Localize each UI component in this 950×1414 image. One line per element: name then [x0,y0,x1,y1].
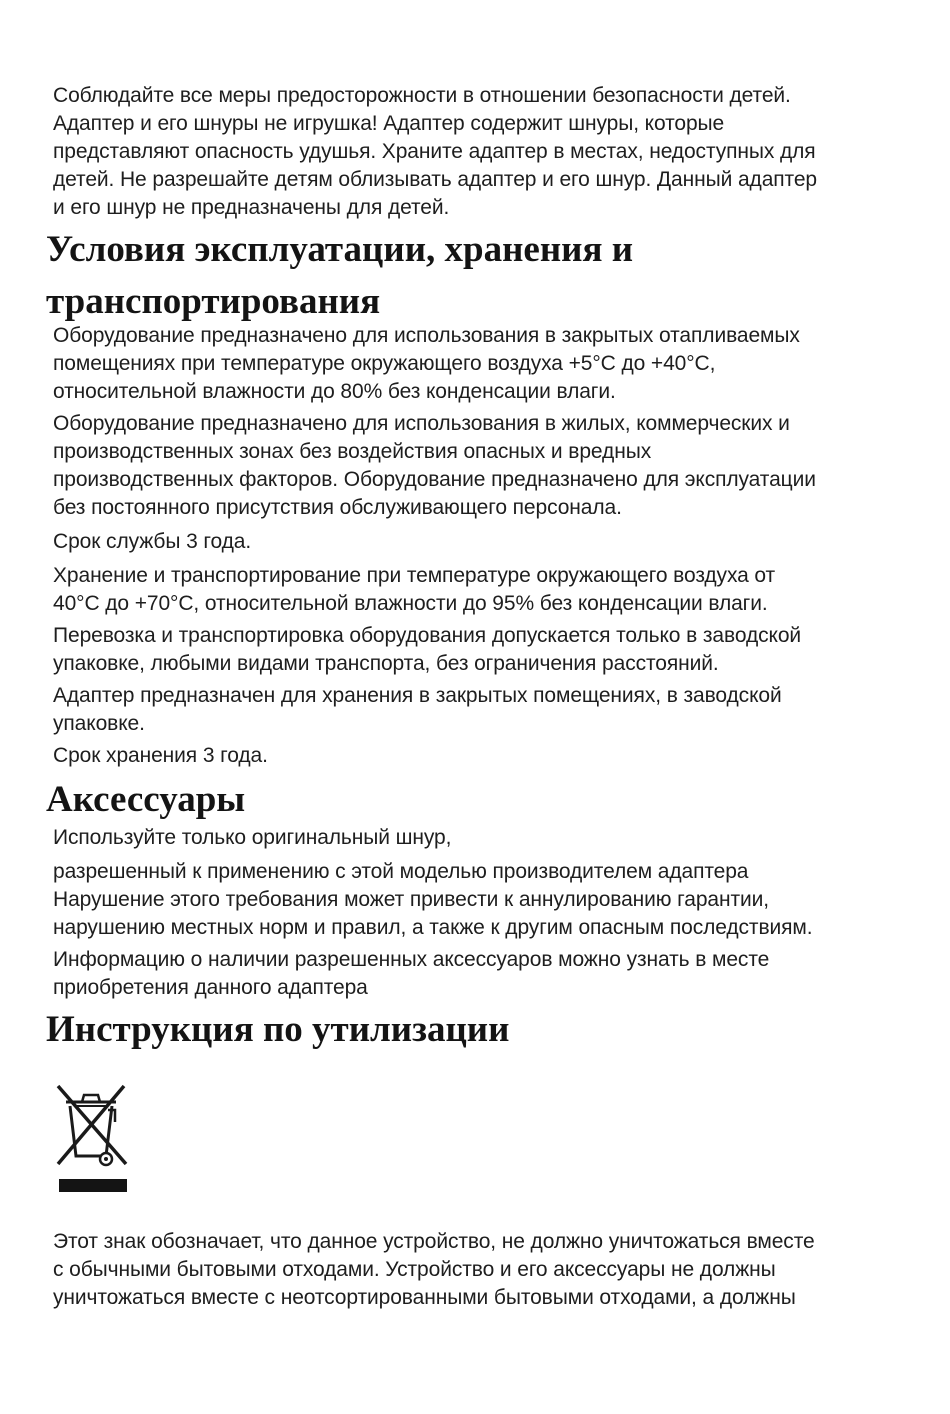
weee-crossed-bin-icon [52,1080,130,1198]
disposal-paragraph: Этот знак обозначает, что данное устройство, не должно уничтожаться вместе с обычными бытовыми отходами. Устройство и его аксессуары не должны уничтожаться вместе с неотсортированными бытовыми отходами, а должны [53,1230,815,1309]
conditions-paragraph-1: Оборудование предназначено для использования в закрытых отапливаемых помещениях при температуре окружающего воздуха +5°С до +40°С, относительной влажности до 80% без конденсации влаги. [53,324,800,403]
accessories-paragraph-3: Информацию о наличии разрешенных аксессуаров можно узнать в месте приобретения данного адаптера [53,948,770,999]
text-line: Адаптер и его шнуры не игрушка! Адаптер содержит шнуры, которые [53,112,725,135]
text-line: детей. Не разрешайте детям облизывать адаптер и его шнур. Данный адаптер [53,168,817,191]
conditions-paragraph-2: Оборудование предназначено для использования в жилых, коммерческих и производственных зонах без воздействия опасных и вредных производственных факторов. Оборудование предназначено для эксплуатации без постоянного присутствия обслуживающего персонала. [53,412,816,519]
intro-paragraph [53,82,923,222]
text-line: Соблюдайте все меры предосторожности в отношении безопасности детей. [53,84,791,107]
accessories-paragraph-1: Используйте только оригинальный шнур, [53,826,452,849]
conditions-heading: Условия эксплуатации, хранения и транспортирования [46,229,634,322]
storage-temperature-paragraph: Хранение и транспортирование при температуре окружающего воздуха от 40°С до +70°С, относительной влажности до 95% без конденсации влаги. [53,564,776,615]
storage-place-paragraph: Адаптер предназначен для хранения в закрытых помещениях, в заводской упаковке. [53,684,782,735]
storage-life-paragraph: Срок хранения 3 года. [53,744,268,767]
disposal-heading: Инструкция по утилизации [46,1009,510,1050]
transport-paragraph: Перевозка и транспортировка оборудования допускается только в заводской упаковке, любыми видами транспорта, без ограничения расстояний. [53,624,802,675]
text-line: и его шнур не предназначены для детей. [53,196,450,219]
service-life-paragraph: Срок службы 3 года. [53,530,252,553]
accessories-heading: Аксессуары [46,779,246,820]
text-line: представляют опасность удушья. Храните адаптер в местах, недоступных для [53,140,816,163]
accessories-paragraph-2: разрешенный к применению с этой моделью производителем адаптера Нарушение этого требования может привести к аннулированию гарантии, нарушению местных норм и правил, а также к другим опасным последствиям. [53,860,813,939]
